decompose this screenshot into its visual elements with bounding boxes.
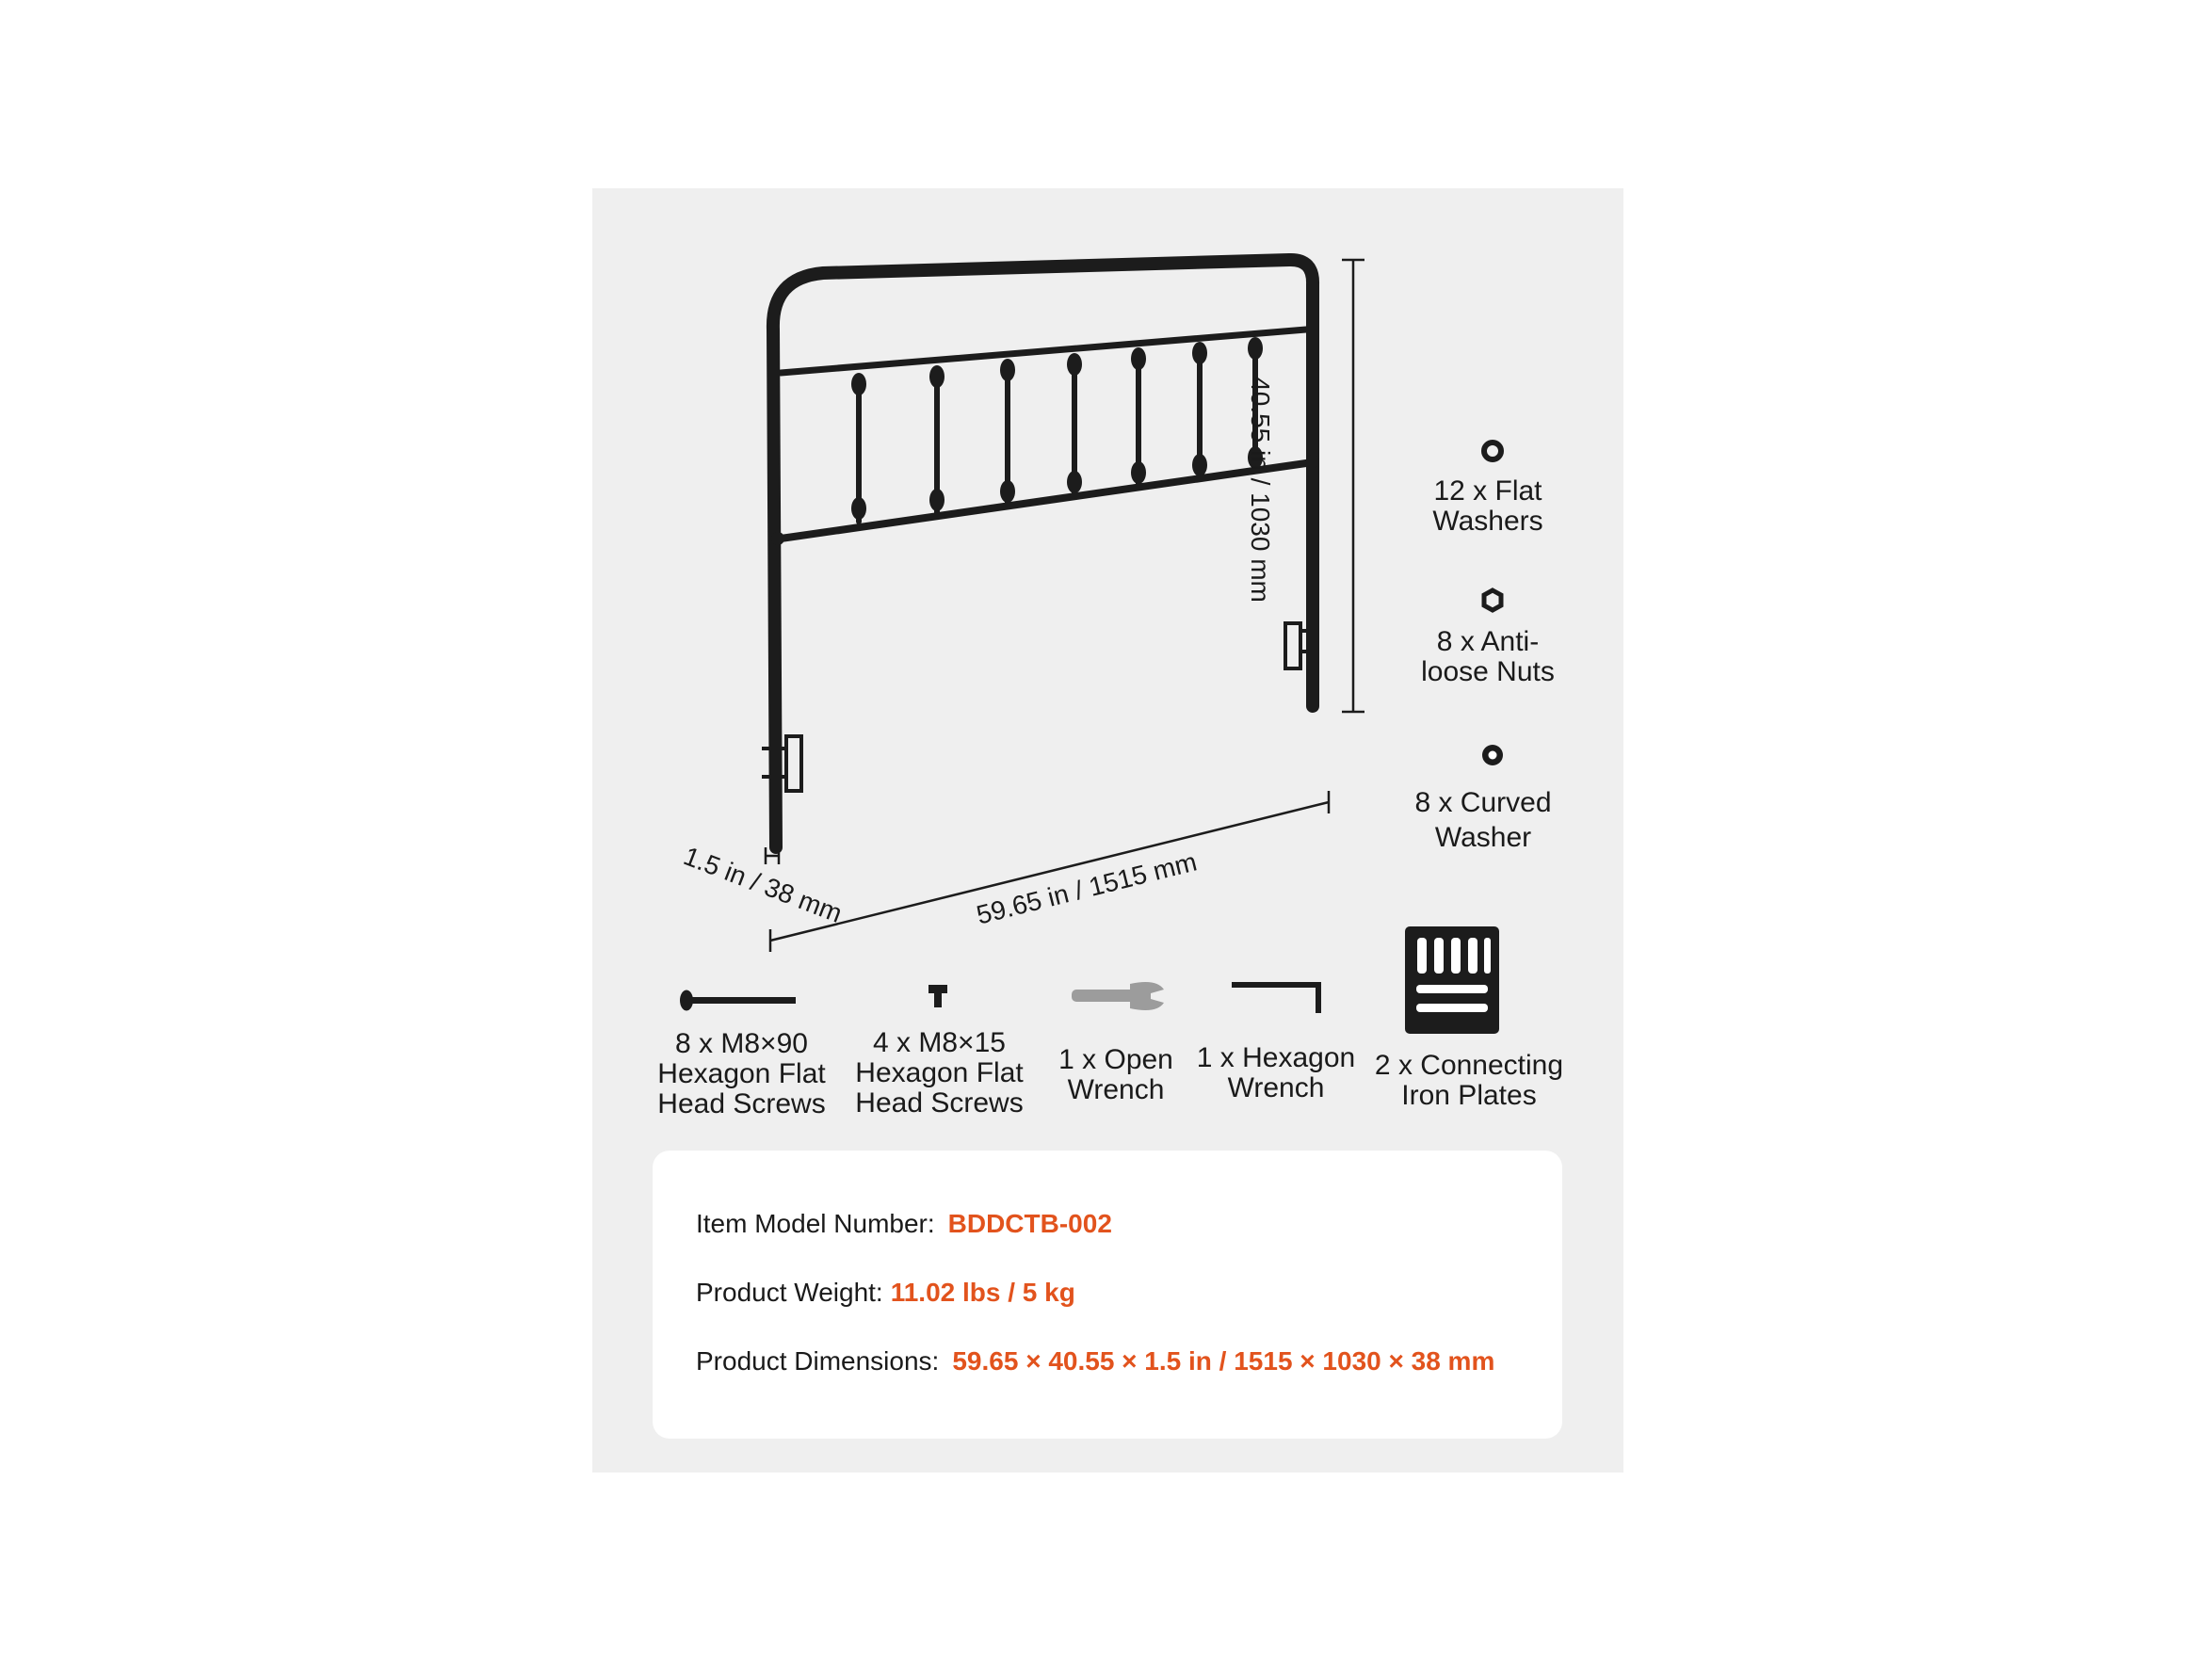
iron-plates-label: 2 x Connecting Iron Plates: [1374, 1050, 1564, 1111]
dimensions-row: [696, 1346, 1494, 1376]
washer-icon: [1469, 433, 1516, 480]
m8x90-screws-label: 8 x M8×90 Hexagon Flat Head Screws: [657, 1028, 826, 1119]
short-screw-icon: [919, 975, 957, 1013]
weight-label: Product Weight:: [696, 1278, 883, 1307]
upper-rail: [781, 330, 1306, 373]
dimensions-value: 59.65 × 40.55 × 1.5 in / 1515 × 1030 × 38 mm: [952, 1346, 1495, 1376]
weight-value: 11.02 lbs / 5 kg: [890, 1278, 1075, 1307]
nut-icon: [1469, 586, 1516, 623]
height-dimension-label: 40.55 in / 1030 mm: [1246, 377, 1275, 603]
model-number-row: [696, 1209, 1112, 1239]
curved-washer-label: 8 x Curved Washer: [1414, 787, 1552, 853]
anti-loose-nuts-label: 8 x Anti- loose Nuts: [1421, 626, 1555, 687]
product-info-card: [653, 1151, 1562, 1439]
width-dimension-label: 59.65 in / 1515 mm: [973, 846, 1200, 930]
weight-row: [696, 1278, 1075, 1308]
width-dim-line: [770, 802, 1329, 941]
model-number-label: Item Model Number:: [696, 1209, 935, 1238]
curved-washer-icon: [1469, 737, 1516, 775]
hex-wrench-label: 1 x Hexagon Wrench: [1196, 1042, 1356, 1103]
depth-dimension-label: 1.5 in / 38 mm: [679, 841, 847, 928]
flat-washers-label: 12 x Flat Washers: [1432, 475, 1543, 537]
open-wrench-label: 1 x Open Wrench: [1058, 1044, 1173, 1105]
long-screw-icon: [673, 987, 805, 1015]
model-number-value: BDDCTB-002: [947, 1209, 1112, 1238]
open-wrench-icon: [1064, 974, 1168, 1020]
iron-plate-icon: [1403, 925, 1501, 1036]
hex-wrench-icon: [1224, 979, 1328, 1017]
dimensions-label: Product Dimensions:: [696, 1346, 940, 1376]
m8x15-screws-label: 4 x M8×15 Hexagon Flat Head Screws: [855, 1027, 1024, 1119]
